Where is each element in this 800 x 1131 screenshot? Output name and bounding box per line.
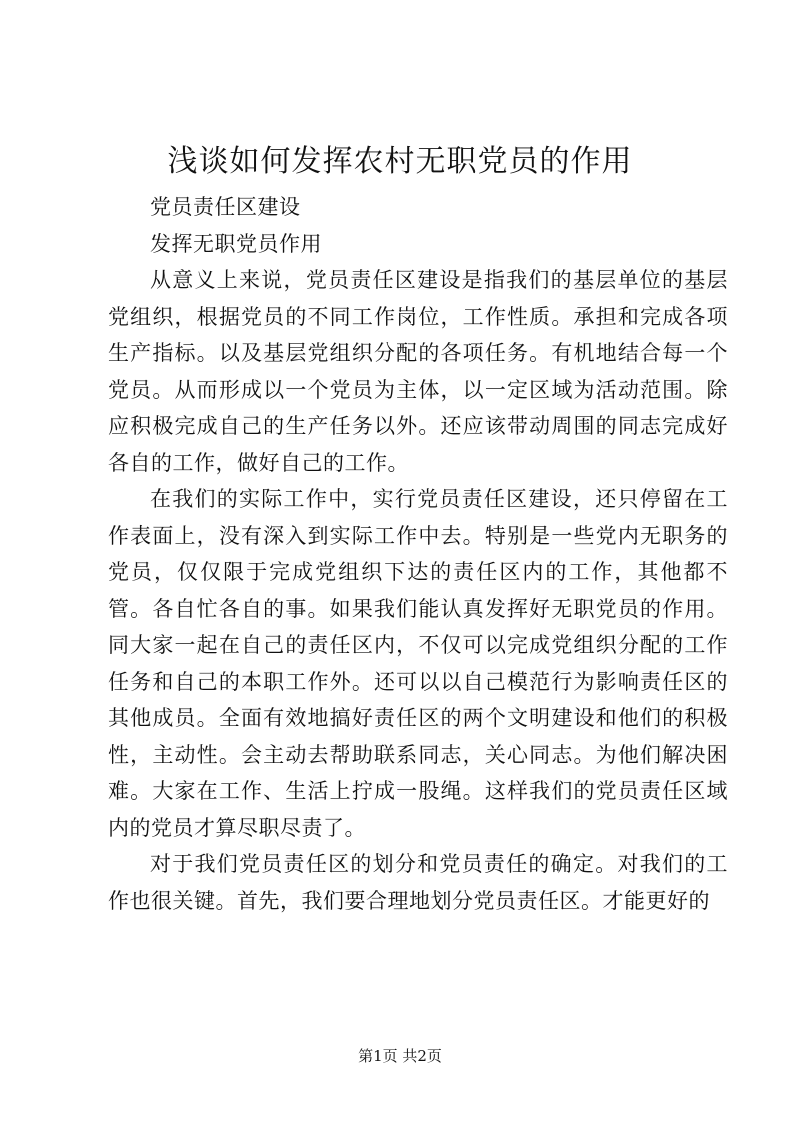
- page-footer: 第1页 共2页: [358, 1047, 442, 1065]
- document-title: 浅谈如何发挥农村无职党员的作用: [167, 144, 633, 179]
- paragraph: 从意义上来说，党员责任区建设是指我们的基层单位的基层党组织，根据党员的不同工作岗位，工作性质。承担和完成各项生产指标。以及基层党组织分配的各项任务。有机地结合每一个党员。从而形成以一个党员为主体，以一定区域为活动范围。除应积极完成自己的生产任务以外。还应该带动周围的同志完成好各自的工作，做好自己的工作。: [108, 268, 728, 475]
- paragraph: 在我们的实际工作中，实行党员责任区建设，还只停留在工作表面上，没有深入到实际工作中去。特别是一些党内无职务的党员，仅仅限于完成党组织下达的责任区内的工作，其他都不管。各自忙各自的事。如果我们能认真发挥好无职党员的作用。同大家一起在自己的责任区内，不仅可以完成党组织分配的工作任务和自己的本职工作外。还可以以自己模范行为影响责任区的其他成员。全面有效地搞好责任区的两个文明建设和他们的积极性，主动性。会主动去帮助联系同志，关心同志。为他们解决困难。大家在工作、生活上拧成一股绳。这样我们的党员责任区域内的党员才算尽职尽责了。: [108, 487, 728, 840]
- paragraph: 对于我们党员责任区的划分和党员责任的确定。对我们的工作也很关键。首先，我们要合理地划分党员责任区。才能更好的: [108, 852, 728, 913]
- paragraph-heading-2: 发挥无职党员作用: [150, 231, 322, 256]
- paragraph-heading-1: 党员责任区建设: [150, 195, 301, 219]
- document-body: [108, 189, 728, 919]
